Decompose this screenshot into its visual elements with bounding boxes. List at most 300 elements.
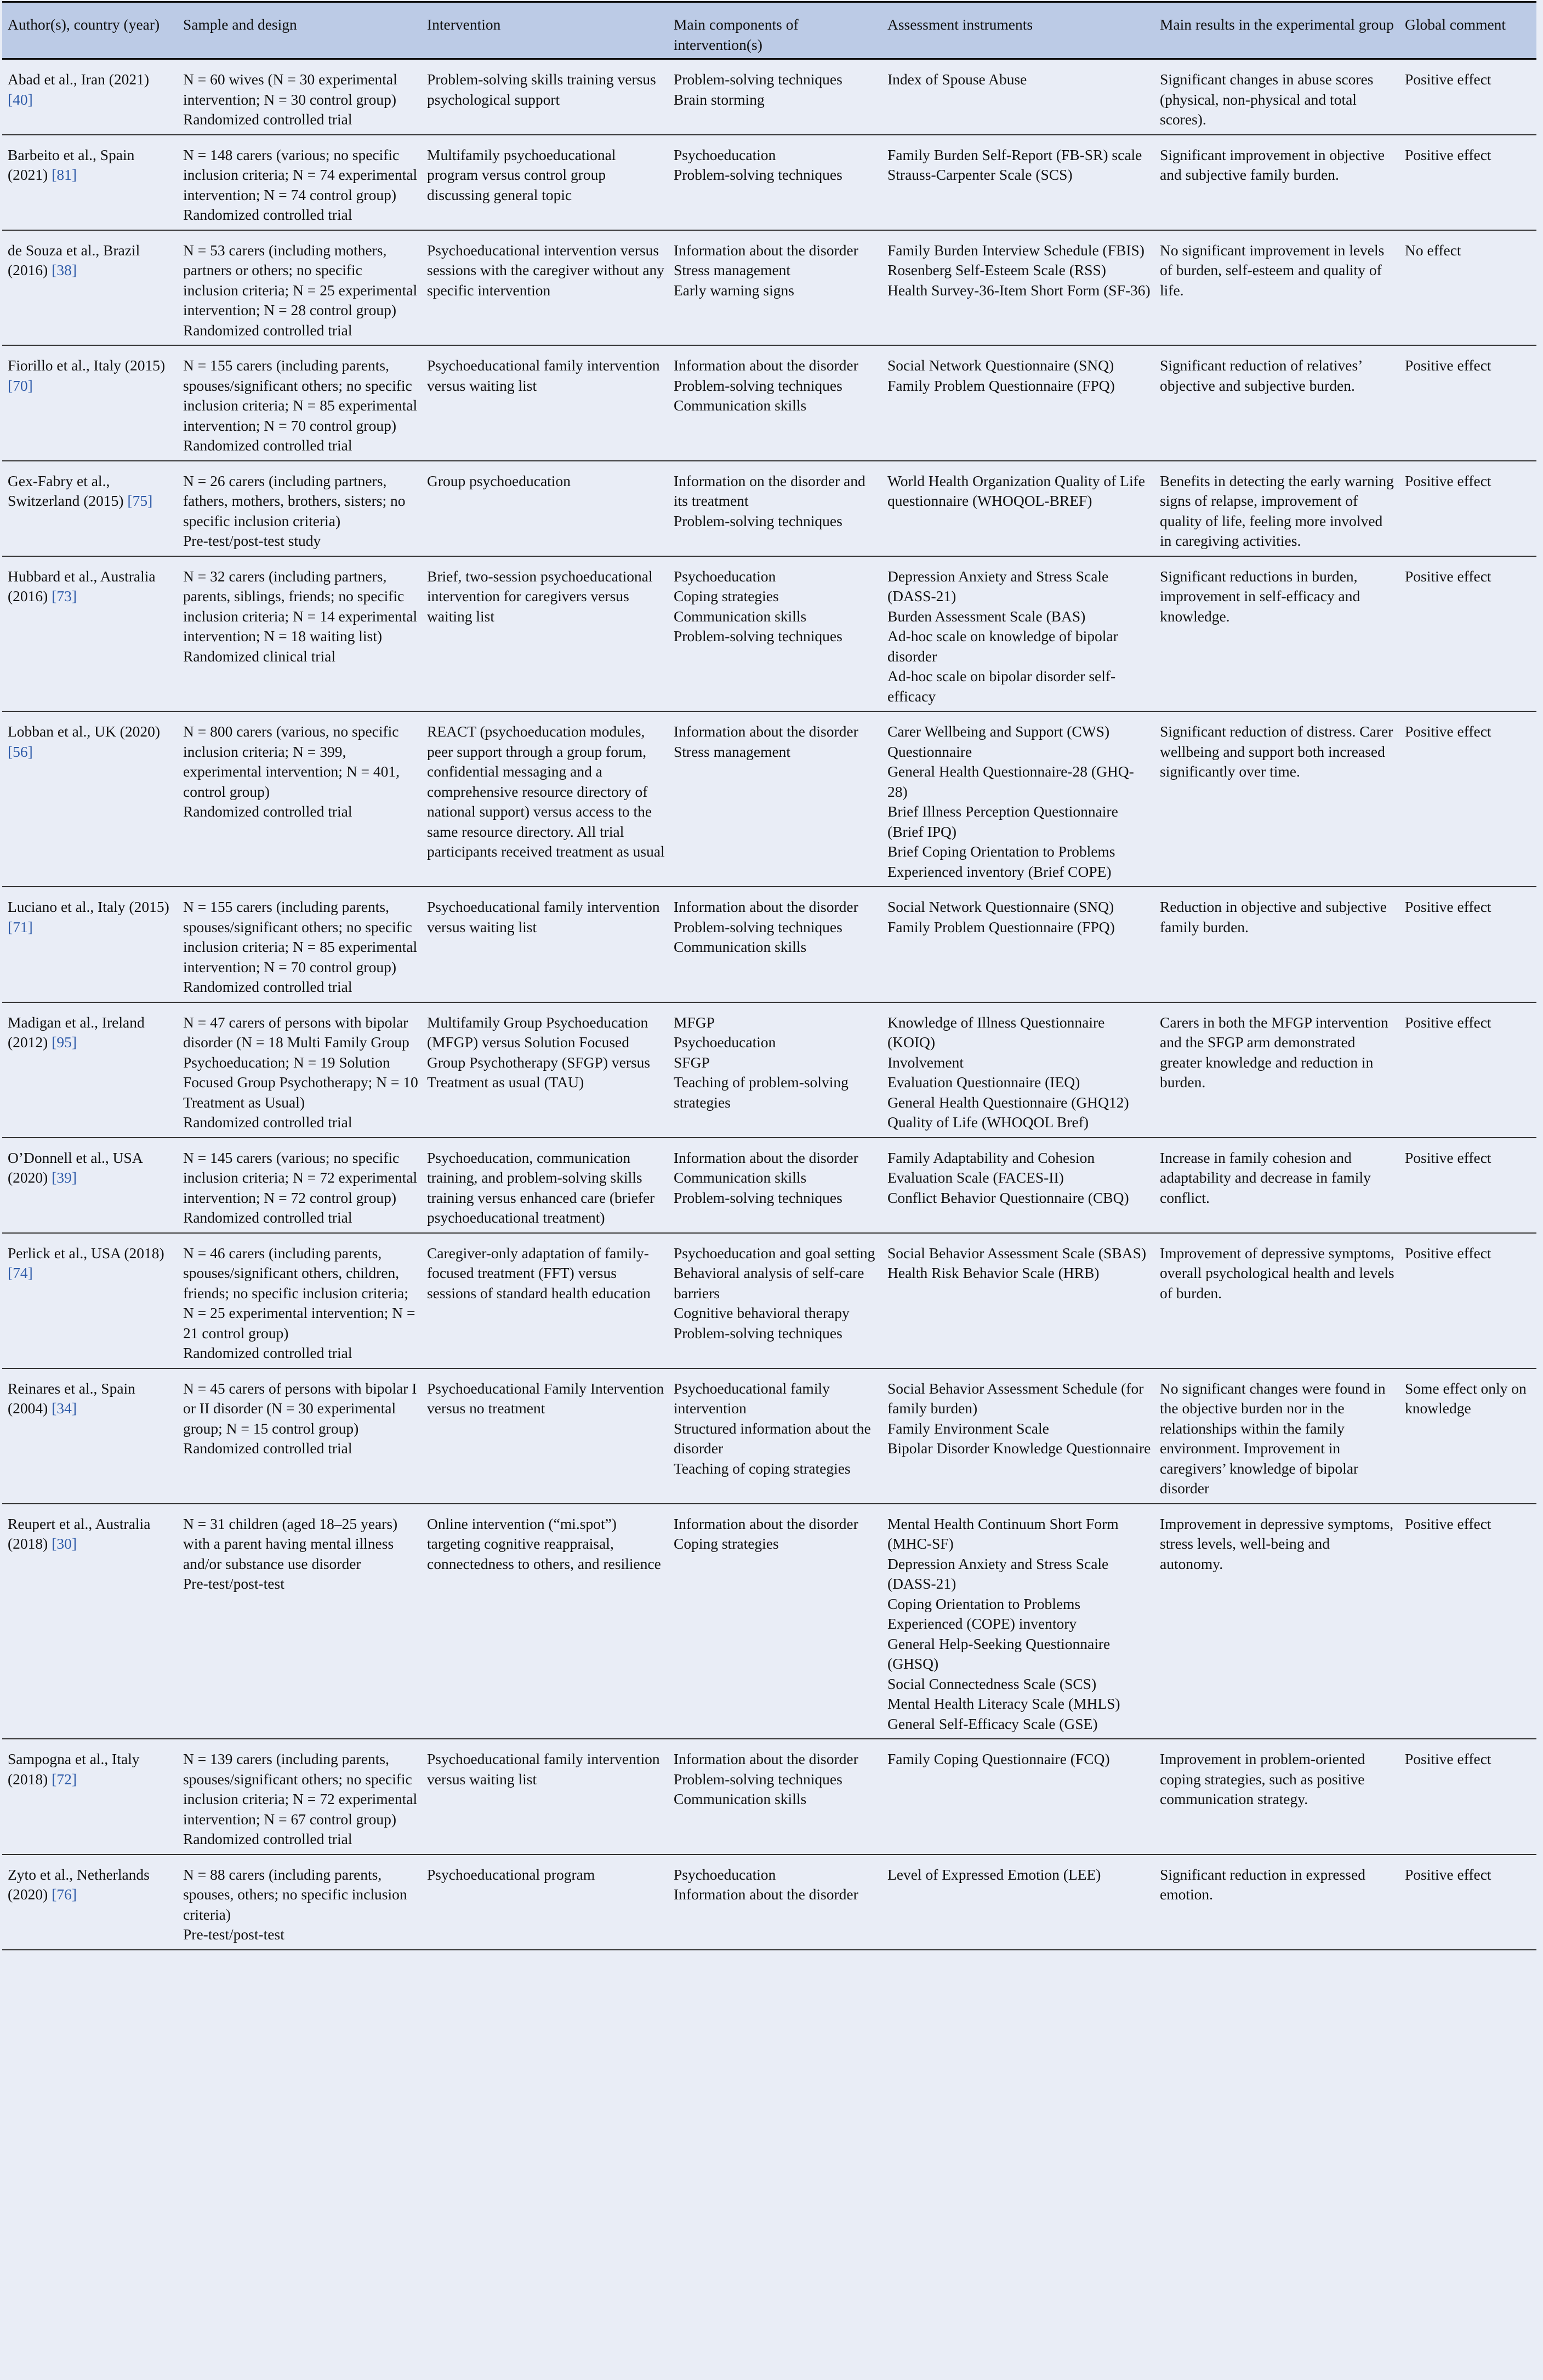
- comment-cell: [1399, 1233, 1536, 1368]
- reference-link[interactable]: [39]: [52, 1169, 77, 1186]
- sample-cell: [178, 230, 422, 346]
- intervention-cell: [422, 135, 668, 230]
- sample-cell: [178, 1233, 422, 1368]
- reference-link[interactable]: [74]: [8, 1264, 33, 1281]
- reference-number: 72: [56, 1770, 72, 1788]
- sample-text: N = 45 carers of persons with bipolar I or II disorder (N = 30 experimental group; N = 15 control group): [183, 1379, 417, 1437]
- results-cell: [1154, 59, 1399, 135]
- components-cell: [668, 1138, 882, 1233]
- column-header: Author(s), country (year): [2, 2, 178, 59]
- instrument-item: Family Environment Scale: [887, 1419, 1049, 1437]
- results-text: Significant reduction of relatives’ objective and subjective burden.: [1160, 357, 1362, 394]
- author-name: Perlick et al., USA (2018): [8, 1244, 164, 1262]
- design-text: Randomized controlled trial: [183, 1344, 352, 1361]
- components-cell: [668, 711, 882, 887]
- instrument-item: Social Connectedness Scale (SCS): [887, 1675, 1097, 1692]
- instrument-item: Depression Anxiety and Stress Scale (DASS-21): [887, 1555, 1109, 1592]
- component-item: Information about the disorder: [674, 1750, 858, 1767]
- reference-link[interactable]: [75]: [127, 492, 153, 509]
- sample-cell: [178, 345, 422, 461]
- instrument-item: Social Network Questionnaire (SNQ): [887, 357, 1114, 374]
- design-text: Randomized controlled trial: [183, 1114, 352, 1131]
- author-name: Luciano et al., Italy (2015): [8, 898, 169, 915]
- reference-number: 95: [56, 1034, 72, 1051]
- instruments-cell: [882, 1233, 1154, 1368]
- reference-link[interactable]: [72]: [52, 1770, 77, 1788]
- reference-link[interactable]: [95]: [52, 1034, 77, 1051]
- table-row: [2, 1233, 1536, 1368]
- comment-cell: [1399, 1504, 1536, 1739]
- author-cell: [2, 1138, 178, 1233]
- column-header: Global comment: [1399, 2, 1536, 59]
- component-item: Psychoeducation: [674, 567, 776, 585]
- results-text: Significant changes in abuse scores (physical, non-physical and total scores).: [1160, 71, 1374, 128]
- component-item: Structured information about the disorder: [674, 1419, 871, 1457]
- component-item: Problem-solving techniques: [674, 1770, 842, 1788]
- intervention-cell: [422, 230, 668, 346]
- author-cell: [2, 556, 178, 712]
- table-row: [2, 711, 1536, 887]
- sample-text: N = 155 carers (including parents, spouses/significant others; no specific inclusion criteria; N = 85 experimental intervention; N = 70 control group): [183, 357, 418, 434]
- intervention-text: Multifamily psychoeducational program versus control group discussing general topic: [427, 146, 616, 203]
- design-text: Randomized controlled trial: [183, 321, 352, 339]
- comment-cell: [1399, 711, 1536, 887]
- component-item: Communication skills: [674, 1169, 807, 1186]
- reference-link[interactable]: [30]: [52, 1535, 77, 1552]
- instrument-item: Index of Spouse Abuse: [887, 71, 1027, 88]
- global-comment: Positive effect: [1405, 1149, 1491, 1166]
- table-row: [2, 1138, 1536, 1233]
- table-row: [2, 1739, 1536, 1854]
- table-row: [2, 1002, 1536, 1138]
- instruments-cell: [882, 1138, 1154, 1233]
- reference-link[interactable]: [81]: [52, 166, 77, 183]
- comment-cell: [1399, 1368, 1536, 1504]
- reference-number: 74: [13, 1264, 28, 1281]
- sample-text: N = 32 carers (including partners, parents, siblings, friends; no specific inclusion criteria; N = 14 experimental intervention; N = 18 waiting list): [183, 567, 418, 644]
- reference-number: 34: [56, 1400, 72, 1417]
- reference-number: 38: [56, 261, 72, 278]
- author-name: Fiorillo et al., Italy (2015): [8, 357, 166, 374]
- instrument-item: Evaluation Questionnaire (IEQ): [887, 1074, 1080, 1091]
- intervention-text: Psychoeducational family intervention versus waiting list: [427, 1750, 660, 1788]
- instruments-cell: [882, 59, 1154, 135]
- instrument-item: Coping Orientation to Problems Experienced (COPE) inventory: [887, 1595, 1081, 1632]
- components-cell: [668, 230, 882, 346]
- instrument-item: Bipolar Disorder Knowledge Questionnaire: [887, 1440, 1151, 1457]
- author-name: Zyto et al., Netherlands (2020): [8, 1865, 150, 1903]
- design-text: Pre-test/post-test study: [183, 532, 321, 549]
- instrument-item: Rosenberg Self-Esteem Scale (RSS): [887, 261, 1106, 278]
- results-cell: [1154, 887, 1399, 1002]
- author-name: Barbeito et al., Spain (2021): [8, 146, 135, 183]
- sample-text: N = 139 carers (including parents, spouses/significant others; no specific inclusion criteria; N = 72 experimental intervention; N = 67 control group): [183, 1750, 418, 1828]
- results-text: Significant reduction of distress. Carer wellbeing and support both increased significantly over time.: [1160, 723, 1393, 780]
- sample-text: N = 31 children (aged 18–25 years) with a parent having mental illness and/or substance use disorder: [183, 1515, 398, 1572]
- instruments-cell: [882, 345, 1154, 461]
- component-item: Information about the disorder Problem-solving techniques: [674, 357, 858, 394]
- reference-link[interactable]: [70]: [8, 376, 33, 394]
- instrument-item: Health Risk Behavior Scale (HRB): [887, 1264, 1100, 1281]
- intervention-cell: [422, 345, 668, 461]
- author-name: Sampogna et al., Italy (2018): [8, 1750, 140, 1788]
- components-cell: [668, 1233, 882, 1368]
- instrument-item: Family Coping Questionnaire (FCQ): [887, 1750, 1110, 1767]
- results-text: Significant reduction in expressed emotion.: [1160, 1865, 1365, 1903]
- comment-cell: [1399, 461, 1536, 556]
- global-comment: Positive effect: [1405, 71, 1491, 88]
- instrument-item: Social Behavior Assessment Schedule (for family burden): [887, 1379, 1144, 1417]
- global-comment: Positive effect: [1405, 472, 1491, 489]
- intervention-text: Psychoeducational family intervention versus waiting list: [427, 898, 660, 935]
- reference-link[interactable]: [34]: [52, 1400, 77, 1417]
- author-name: Gex-Fabry et al., Switzerland (2015): [8, 472, 124, 509]
- instrument-item: Carer Wellbeing and Support (CWS) Questionnaire: [887, 723, 1110, 760]
- sample-text: N = 88 carers (including parents, spouses, others; no specific inclusion criteria): [183, 1865, 407, 1923]
- sample-cell: [178, 1854, 422, 1950]
- reference-number: 76: [56, 1886, 72, 1903]
- results-text: Improvement in problem-oriented coping strategies, such as positive communication strategy.: [1160, 1750, 1365, 1807]
- studies-table: [2, 1, 1536, 1950]
- intervention-text: Brief, two-session psychoeducational intervention for caregivers versus waiting list: [427, 567, 653, 625]
- intervention-cell: [422, 1002, 668, 1138]
- component-item: Problem-solving techniques: [674, 1324, 842, 1342]
- global-comment: No effect: [1405, 241, 1461, 259]
- table-row: [2, 1368, 1536, 1504]
- intervention-cell: [422, 1233, 668, 1368]
- author-cell: [2, 461, 178, 556]
- instruments-cell: [882, 1739, 1154, 1854]
- instrument-item: Mental Health Literacy Scale (MHLS): [887, 1695, 1120, 1712]
- instrument-item: General Health Questionnaire (GHQ12): [887, 1093, 1129, 1111]
- sample-cell: [178, 556, 422, 712]
- instrument-item: Knowledge of Illness Questionnaire (KOIQ): [887, 1013, 1105, 1051]
- component-item: Information about the disorder Problem-solving techniques: [674, 898, 858, 935]
- global-comment: Positive effect: [1405, 898, 1491, 915]
- comment-cell: [1399, 1739, 1536, 1854]
- instrument-item: Social Behavior Assessment Scale (SBAS): [887, 1244, 1147, 1262]
- instrument-item: General Help-Seeking Questionnaire (GHSQ): [887, 1635, 1111, 1672]
- component-item: Information about the disorder: [674, 1886, 858, 1903]
- table-body: [2, 59, 1536, 1950]
- results-cell: [1154, 1504, 1399, 1739]
- instrument-item: General Self-Efficacy Scale (GSE): [887, 1715, 1098, 1732]
- author-cell: [2, 1854, 178, 1950]
- global-comment: Positive effect: [1405, 1515, 1491, 1532]
- component-item: Problem-solving techniques: [674, 627, 842, 644]
- instruments-cell: [882, 230, 1154, 346]
- comment-cell: [1399, 1002, 1536, 1138]
- design-text: Randomized controlled trial: [183, 206, 352, 223]
- author-cell: [2, 135, 178, 230]
- intervention-text: REACT (psychoeducation modules, peer support through a group forum, confidential messaging and a comprehensive resource directory of national support) versus access to the same resource directory. All trial participants received treatment as usual: [427, 723, 665, 860]
- instrument-item: Mental Health Continuum Short Form (MHC-SF): [887, 1515, 1119, 1552]
- intervention-cell: [422, 1854, 668, 1950]
- comment-cell: [1399, 887, 1536, 1002]
- author-name: Madigan et al., Ireland (2012): [8, 1013, 145, 1051]
- instrument-item: Social Network Questionnaire (SNQ): [887, 898, 1114, 915]
- sample-cell: [178, 135, 422, 230]
- comment-cell: [1399, 59, 1536, 135]
- author-cell: [2, 1002, 178, 1138]
- reference-number: 30: [56, 1535, 72, 1552]
- author-cell: [2, 230, 178, 346]
- comment-cell: [1399, 556, 1536, 712]
- instrument-item: Brief Illness Perception Questionnaire (Brief IPQ): [887, 803, 1118, 840]
- table-row: [2, 1504, 1536, 1739]
- component-item: Information on the disorder and its treatment: [674, 472, 866, 509]
- components-cell: [668, 1739, 882, 1854]
- intervention-cell: [422, 461, 668, 556]
- reference-link[interactable]: [40]: [8, 90, 33, 108]
- instruments-cell: [882, 135, 1154, 230]
- reference-link[interactable]: [56]: [8, 743, 33, 760]
- instrument-item: Family Problem Questionnaire (FPQ): [887, 376, 1115, 394]
- author-cell: [2, 345, 178, 461]
- intervention-text: Multifamily Group Psychoeducation (MFGP) versus Solution Focused Group Psychotherapy (SFGP) versus Treatment as usual (TAU): [427, 1013, 651, 1091]
- reference-number: 81: [56, 166, 72, 183]
- results-cell: [1154, 345, 1399, 461]
- instrument-item: Brief Coping Orientation to Problems Experienced inventory (Brief COPE): [887, 843, 1115, 880]
- reference-number: 75: [132, 492, 148, 509]
- intervention-text: Caregiver-only adaptation of family-focused treatment (FFT) versus sessions of standard health education: [427, 1244, 651, 1302]
- author-cell: [2, 1504, 178, 1739]
- results-text: No significant improvement in levels of burden, self-esteem and quality of life.: [1160, 241, 1385, 299]
- instrument-item: Involvement: [887, 1053, 964, 1071]
- results-cell: [1154, 135, 1399, 230]
- intervention-text: Psychoeducational intervention versus sessions with the caregiver without any specific intervention: [427, 241, 665, 299]
- author-name: de Souza et al., Brazil (2016): [8, 241, 140, 278]
- component-item: Information about the disorder: [674, 723, 858, 740]
- column-header: Sample and design: [178, 2, 422, 59]
- author-name: Hubbard et al., Australia (2016): [8, 567, 156, 604]
- author-cell: [2, 1368, 178, 1504]
- author-name: O’Donnell et al., USA (2020): [8, 1149, 143, 1186]
- sample-cell: [178, 1368, 422, 1504]
- header-row: [2, 2, 1536, 59]
- global-comment: Positive effect: [1405, 1244, 1491, 1262]
- table-header: [2, 2, 1536, 59]
- results-text: Reduction in objective and subjective family burden.: [1160, 898, 1387, 935]
- global-comment: Positive effect: [1405, 723, 1491, 740]
- components-cell: [668, 135, 882, 230]
- author-cell: [2, 1233, 178, 1368]
- global-comment: Positive effect: [1405, 146, 1491, 163]
- intervention-cell: [422, 887, 668, 1002]
- intervention-cell: [422, 556, 668, 712]
- results-cell: [1154, 1739, 1399, 1854]
- instrument-item: Family Burden Interview Schedule (FBIS): [887, 241, 1145, 259]
- instrument-item: Level of Expressed Emotion (LEE): [887, 1865, 1101, 1883]
- sample-text: N = 47 carers of persons with bipolar disorder (N = 18 Multi Family Group Psychoeducation; N = 19 Solution Focused Group Psychotherapy; N = 10 Treatment as Usual): [183, 1013, 418, 1111]
- results-text: Carers in both the MFGP intervention and the SFGP arm demonstrated greater knowledge and reduction in burden.: [1160, 1013, 1388, 1091]
- instrument-item: World Health Organization Quality of Life questionnaire (WHOQOL-BREF): [887, 472, 1145, 509]
- intervention-text: Psychoeducational family intervention versus waiting list: [427, 357, 660, 394]
- column-header: Main results in the experimental group: [1154, 2, 1399, 59]
- instrument-item: Health Survey-36-Item Short Form (SF-36): [887, 281, 1151, 299]
- component-item: Psychoeducational family intervention: [674, 1379, 830, 1417]
- component-item: Information about the disorder: [674, 241, 858, 259]
- design-text: Randomized controlled trial: [183, 1830, 352, 1847]
- table-row: [2, 887, 1536, 1002]
- reference-number: 56: [13, 743, 28, 760]
- results-text: Improvement in depressive symptoms, stress levels, well-being and autonomy.: [1160, 1515, 1394, 1572]
- component-item: Coping strategies: [674, 587, 779, 604]
- author-cell: [2, 887, 178, 1002]
- instrument-item: Ad-hoc scale on knowledge of bipolar disorder: [887, 627, 1118, 665]
- component-item: Problem-solving techniques: [674, 512, 842, 529]
- author-cell: [2, 59, 178, 135]
- reference-link[interactable]: [71]: [8, 918, 33, 935]
- table-row: [2, 230, 1536, 346]
- global-comment: Positive effect: [1405, 357, 1491, 374]
- results-text: Improvement of depressive symptoms, overall psychological health and levels of burden.: [1160, 1244, 1394, 1302]
- component-item: Information about the disorder: [674, 1149, 858, 1166]
- component-item: Information about the disorder: [674, 1515, 858, 1532]
- column-header: Assessment instruments: [882, 2, 1154, 59]
- reference-number: 39: [56, 1169, 72, 1186]
- intervention-text: Problem-solving skills training versus psychological support: [427, 71, 656, 108]
- components-cell: [668, 556, 882, 712]
- sample-cell: [178, 59, 422, 135]
- reference-link[interactable]: [38]: [52, 261, 77, 278]
- instrument-item: Ad-hoc scale on bipolar disorder self-efficacy: [887, 667, 1116, 705]
- results-text: Significant reductions in burden, improvement in self-efficacy and knowledge.: [1160, 567, 1360, 625]
- instrument-item: Strauss-Carpenter Scale (SCS): [887, 166, 1073, 183]
- sample-text: N = 155 carers (including parents, spouses/significant others; no specific inclusion criteria; N = 85 experimental intervention; N = 70 control group): [183, 898, 418, 975]
- component-item: Early warning signs: [674, 281, 794, 299]
- author-cell: [2, 1739, 178, 1854]
- components-cell: [668, 59, 882, 135]
- results-cell: [1154, 556, 1399, 712]
- component-item: Psychoeducation: [674, 1865, 776, 1883]
- intervention-cell: [422, 1504, 668, 1739]
- comment-cell: [1399, 1138, 1536, 1233]
- instruments-cell: [882, 1854, 1154, 1950]
- component-item: Problem-solving techniques: [674, 1189, 842, 1206]
- components-cell: [668, 345, 882, 461]
- author-cell: [2, 711, 178, 887]
- component-item: Communication skills: [674, 938, 807, 955]
- sample-text: N = 53 carers (including mothers, partners or others; no specific inclusion criteria; N = 25 experimental intervention; N = 28 control group): [183, 241, 418, 318]
- column-header: Intervention: [422, 2, 668, 59]
- comment-cell: [1399, 135, 1536, 230]
- component-item: Problem-solving techniques: [674, 166, 842, 183]
- component-item: Stress management: [674, 743, 791, 760]
- table-row: [2, 556, 1536, 712]
- table-row: [2, 461, 1536, 556]
- comment-cell: [1399, 230, 1536, 346]
- reference-number: 40: [13, 90, 28, 108]
- instruments-cell: [882, 1002, 1154, 1138]
- instrument-item: Quality of Life (WHOQOL Bref): [887, 1114, 1089, 1131]
- reference-link[interactable]: [76]: [52, 1886, 77, 1903]
- component-item: Teaching of problem-solving strategies: [674, 1074, 849, 1111]
- table-row: [2, 345, 1536, 461]
- reference-number: 73: [56, 587, 72, 604]
- intervention-text: Online intervention (“mi.spot”) targeting cognitive reappraisal, connectedness to others, and resilience: [427, 1515, 661, 1572]
- author-name: Reinares et al., Spain (2004): [8, 1379, 135, 1417]
- component-item: Psychoeducation: [674, 1034, 776, 1051]
- instruments-cell: [882, 1368, 1154, 1504]
- component-item: Cognitive behavioral therapy: [674, 1304, 850, 1321]
- table-row: [2, 59, 1536, 135]
- column-header: Main components of intervention(s): [668, 2, 882, 59]
- sample-cell: [178, 1504, 422, 1739]
- components-cell: [668, 461, 882, 556]
- results-cell: [1154, 1233, 1399, 1368]
- component-item: Communication skills: [674, 607, 807, 625]
- results-cell: [1154, 230, 1399, 346]
- components-cell: [668, 1504, 882, 1739]
- comment-cell: [1399, 1854, 1536, 1950]
- sample-text: N = 60 wives (N = 30 experimental intervention; N = 30 control group): [183, 71, 397, 108]
- intervention-cell: [422, 59, 668, 135]
- sample-text: N = 145 carers (various; no specific inclusion criteria; N = 72 experimental intervention; N = 72 control group): [183, 1149, 418, 1206]
- author-name: Lobban et al., UK (2020): [8, 723, 160, 740]
- design-text: Pre-test/post-test: [183, 1575, 284, 1592]
- instrument-item: Family Adaptability and Cohesion Evaluation Scale (FACES-II): [887, 1149, 1095, 1186]
- results-text: Significant improvement in objective and subjective family burden.: [1160, 146, 1385, 183]
- component-item: Problem-solving techniques: [674, 71, 842, 88]
- results-text: Benefits in detecting the early warning signs of relapse, improvement of quality of life, feeling more involved in caregiving activities.: [1160, 472, 1394, 549]
- component-item: Brain storming: [674, 90, 765, 108]
- table-row: [2, 1854, 1536, 1950]
- component-item: SFGP: [674, 1053, 710, 1071]
- intervention-cell: [422, 1739, 668, 1854]
- sample-cell: [178, 1739, 422, 1854]
- component-item: Communication skills: [674, 1790, 807, 1807]
- author-name: Abad et al., Iran (2021): [8, 71, 150, 88]
- component-item: Psychoeducation and goal setting: [674, 1244, 875, 1262]
- reference-link[interactable]: [73]: [52, 587, 77, 604]
- instruments-cell: [882, 461, 1154, 556]
- instrument-item: General Health Questionnaire-28 (GHQ-28): [887, 763, 1134, 800]
- instrument-item: Depression Anxiety and Stress Scale (DASS-21): [887, 567, 1109, 604]
- global-comment: Positive effect: [1405, 1865, 1491, 1883]
- components-cell: [668, 1002, 882, 1138]
- reference-number: 71: [13, 918, 28, 935]
- results-cell: [1154, 711, 1399, 887]
- components-cell: [668, 1368, 882, 1504]
- design-text: Randomized controlled trial: [183, 1209, 352, 1226]
- component-item: MFGP: [674, 1013, 715, 1031]
- intervention-cell: [422, 711, 668, 887]
- sample-cell: [178, 887, 422, 1002]
- results-cell: [1154, 1138, 1399, 1233]
- global-comment: Positive effect: [1405, 567, 1491, 585]
- design-text: Randomized controlled trial: [183, 437, 352, 454]
- results-cell: [1154, 1002, 1399, 1138]
- global-comment: Positive effect: [1405, 1750, 1491, 1767]
- component-item: Teaching of coping strategies: [674, 1459, 851, 1477]
- intervention-text: Group psychoeducation: [427, 472, 571, 489]
- instrument-item: Burden Assessment Scale (BAS): [887, 607, 1086, 625]
- instrument-item: Conflict Behavior Questionnaire (CBQ): [887, 1189, 1129, 1206]
- sample-text: N = 800 carers (various, no specific inclusion criteria; N = 399, experimental intervention; N = 401, control group): [183, 723, 400, 800]
- sample-cell: [178, 711, 422, 887]
- results-text: No significant changes were found in the objective burden nor in the relationships within the family environment. Improvement in caregivers’ knowledge of bipolar disorder: [1160, 1379, 1386, 1497]
- intervention-text: Psychoeducational program: [427, 1865, 595, 1883]
- results-text: Increase in family cohesion and adaptability and decrease in family conflict.: [1160, 1149, 1371, 1206]
- component-item: Communication skills: [674, 397, 807, 414]
- design-text: Randomized controlled trial: [183, 111, 352, 128]
- global-comment: Positive effect: [1405, 1013, 1491, 1031]
- intervention-text: Psychoeducation, communication training, and problem-solving skills training versus enhanced care (briefer psychoeducational treatment): [427, 1149, 655, 1226]
- sample-text: N = 148 carers (various; no specific inclusion criteria; N = 74 experimental intervention; N = 74 control group): [183, 146, 418, 203]
- author-name: Reupert et al., Australia (2018): [8, 1515, 151, 1552]
- results-cell: [1154, 1368, 1399, 1504]
